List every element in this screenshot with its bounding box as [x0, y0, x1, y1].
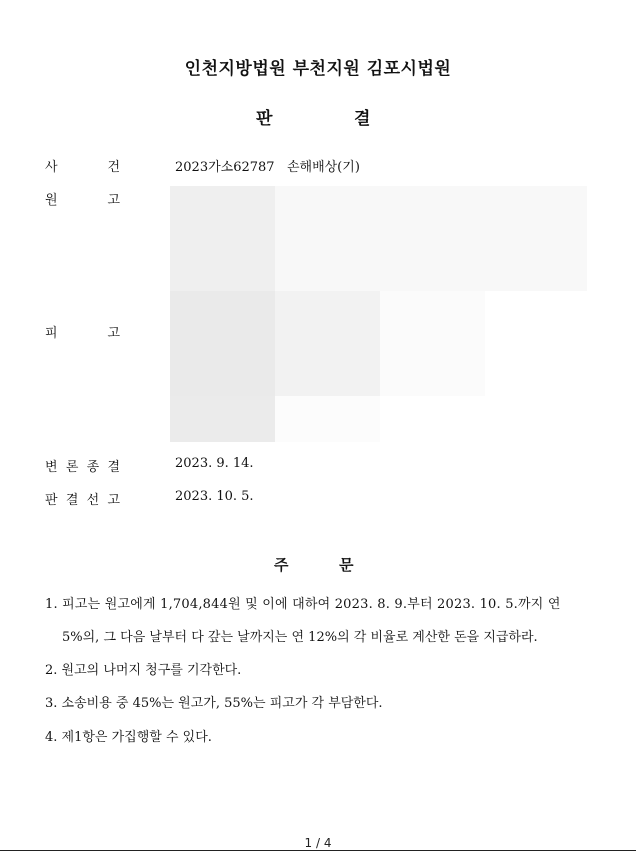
closing-label	[45, 456, 120, 475]
closing-label-char: 론	[65, 460, 79, 475]
sentence-label	[45, 489, 120, 508]
sentence-label-char: 고	[107, 493, 120, 508]
sentence-label-char: 결	[65, 493, 79, 508]
redacted-block	[275, 291, 380, 396]
document-type-char-2: 결	[354, 109, 371, 129]
order-item-1: 1. 피고는 원고에게 1,704,844원 및 이에 대하여 2023. 8. 9.부터 2023. 10. 5.까지 연	[45, 597, 561, 612]
redacted-block	[275, 186, 587, 291]
order-item-3: 3. 소송비용 중 45%는 원고가, 55%는 피고가 각 부담한다.	[45, 696, 383, 711]
redacted-block	[170, 291, 275, 396]
closing-label-char: 변	[45, 460, 58, 475]
document-type-char-1: 판	[256, 109, 273, 129]
redacted-block	[380, 291, 485, 396]
footer-divider	[0, 850, 636, 851]
closing-date: 2023. 9. 14.	[175, 456, 254, 471]
redacted-block	[170, 396, 275, 442]
case-number: 2023가소62787 손해배상(기)	[175, 160, 360, 175]
closing-label-char: 종	[86, 460, 100, 475]
defendant-label-char: 피	[45, 326, 58, 341]
closing-label-char: 결	[107, 460, 120, 475]
defendant-label	[45, 322, 120, 341]
order-title-char-1: 주	[274, 556, 289, 574]
page-number: 1 / 4	[304, 836, 332, 850]
plaintiff-label-char: 원	[45, 193, 58, 208]
plaintiff-label-char: 고	[107, 193, 120, 208]
order-title-char-2: 문	[339, 556, 354, 574]
case-label-char: 사	[45, 160, 58, 175]
order-item-1-continued: 5%의, 그 다음 날부터 다 갚는 날까지는 연 12%의 각 비율로 계산한 돈을 지급하라.	[62, 630, 538, 645]
sentence-date: 2023. 10. 5.	[175, 489, 254, 504]
sentence-label-char: 선	[86, 493, 100, 508]
order-item-2: 2. 원고의 나머지 청구를 기각한다.	[45, 663, 242, 678]
redacted-block	[275, 396, 380, 442]
case-label	[45, 156, 120, 175]
defendant-label-char: 고	[107, 326, 120, 341]
plaintiff-label	[45, 189, 120, 208]
redacted-block	[170, 186, 275, 291]
court-title: 인천지방법원 부천지원 김포시법원	[184, 59, 452, 79]
order-item-4: 4. 제1항은 가집행할 수 있다.	[45, 730, 212, 745]
case-label-char: 건	[107, 160, 120, 175]
sentence-label-char: 판	[45, 493, 58, 508]
